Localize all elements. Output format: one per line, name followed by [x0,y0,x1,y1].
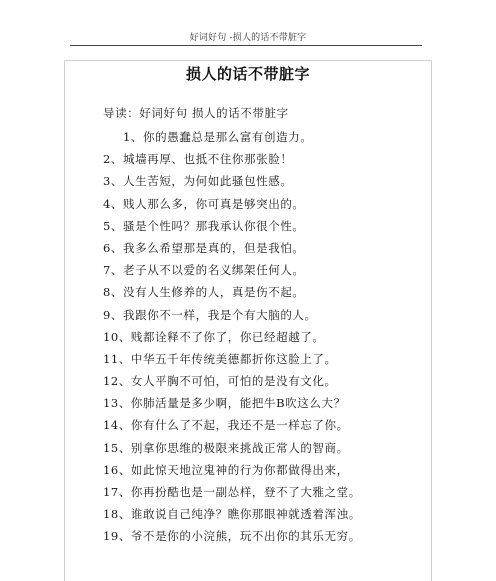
list-item: 2、城墙再厚、也抵不住你那张脸！ [103,152,293,167]
list-item: 9、我跟你不一样，我是个有大脑的人。 [103,307,317,322]
list-item: 8、没有人生修养的人，真是伤不起。 [103,285,305,300]
list-item: 18、谁敢说自己纯净？瞧你那眼神就透着浑浊。 [103,507,361,522]
list-item: 4、贱人那么多，你可真是够突出的。 [103,196,305,211]
list-item: 7、老子从不以爱的名义绑架任何人。 [103,263,305,278]
list-item: 19、爷不是你的小浣熊，玩不出你的其乐无穷。 [103,529,361,544]
quote-list [103,126,361,548]
list-item: 17、你再扮酷也是一副怂样，登不了大雅之堂。 [103,485,361,499]
list-item: 13、你肺活量是多少啊，能把牛B吹这么大？ [103,396,346,411]
list-item: 12、女人平胸不可怕，可怕的是没有文化。 [103,374,337,389]
document-title: 损人的话不带脏字 [185,65,310,83]
list-item: 6、我多么希望那是真的，但是我怕。 [103,240,305,255]
list-item: 10、贱都诠释不了你了，你已经超越了。 [103,329,325,344]
list-item: 16、如此惊天地泣鬼神的行为你都做得出来， [103,462,349,477]
header-divider [70,45,422,46]
list-item: 5、骚是个性吗？那我承认你很个性。 [103,218,305,233]
intro-line: 导读：好词好句 损人的话不带脏字 [103,106,289,120]
list-item: 11、中华五千年传统美德都折你这脸上了。 [103,351,337,366]
list-item: 1、你的愚蠢总是那么富有创造力。 [123,130,313,144]
list-item: 3、人生苦短，为何如此骚包性感。 [103,174,293,189]
list-item: 15、别拿你思维的极限来挑战正常人的智商。 [103,440,349,455]
page-header: 好词好句 -损人的话不带脏字 [189,33,307,43]
list-item: 14、你有什么了不起，我还不是一样忘了你。 [103,418,349,433]
